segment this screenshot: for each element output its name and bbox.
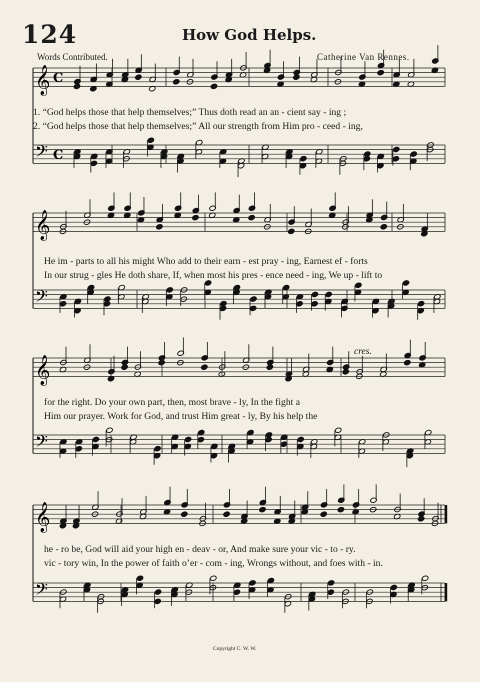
note-head bbox=[296, 301, 303, 307]
note-head bbox=[104, 296, 111, 302]
note-head bbox=[355, 282, 362, 288]
note-head bbox=[147, 137, 154, 143]
note-head bbox=[173, 79, 180, 85]
note-head bbox=[210, 575, 217, 581]
note-head bbox=[201, 364, 208, 370]
note-head bbox=[75, 446, 82, 452]
note-head bbox=[335, 427, 342, 433]
lyric-line: for the right. Do your own part, then, most brave - ly, In the fight a bbox=[44, 397, 300, 408]
note-head bbox=[106, 427, 113, 433]
note-head bbox=[311, 301, 318, 307]
note-head bbox=[364, 151, 371, 157]
note-head bbox=[402, 280, 409, 286]
lyric-line: 1. “God helps those that help themselves;” Thus doth read an an - cient say - ing ; bbox=[33, 107, 347, 118]
treble-clef: 𝄞 bbox=[35, 502, 51, 533]
note-head bbox=[59, 301, 66, 307]
lyric-line: He im - parts to all his might Who add to their earn - est pray - ing, Earnest ef - forts bbox=[44, 256, 368, 267]
treble-clef: 𝄞 bbox=[35, 65, 51, 96]
note-head bbox=[154, 589, 161, 595]
note-head bbox=[154, 598, 161, 604]
note-head bbox=[320, 511, 327, 517]
note-head bbox=[223, 511, 230, 517]
note-head bbox=[404, 359, 411, 365]
note-head bbox=[422, 575, 429, 581]
note-head bbox=[327, 589, 334, 595]
note-head bbox=[166, 287, 173, 293]
note-head bbox=[197, 436, 204, 442]
note-head bbox=[181, 511, 188, 517]
note-head bbox=[325, 291, 332, 297]
bass-clef: 𝄢 bbox=[35, 140, 48, 165]
bass-clef: 𝄢 bbox=[35, 285, 48, 310]
lyric-line: he - ro be, God will aid your high en - deav - or, And make sure your vic - to - ry. bbox=[44, 544, 356, 555]
note-head bbox=[410, 151, 417, 157]
treble-clef: 𝄞 bbox=[35, 210, 51, 241]
note-head bbox=[300, 156, 307, 162]
composer-credit: Catherine Van Rennes. bbox=[317, 52, 410, 62]
crescendo-mark: cres. bbox=[354, 347, 372, 357]
note-head bbox=[249, 305, 256, 311]
bass-clef: 𝄢 bbox=[35, 578, 48, 603]
note-head bbox=[184, 436, 191, 442]
note-head bbox=[136, 575, 143, 581]
note-head bbox=[377, 69, 384, 75]
note-head bbox=[250, 296, 257, 302]
note-head bbox=[280, 441, 287, 447]
note-head bbox=[192, 214, 199, 220]
lyric-line: Him our prayer. Work for God, and trust Him great - ly, By his help the bbox=[44, 411, 318, 422]
treble-clef: 𝄞 bbox=[35, 355, 51, 386]
words-credit: Words Contributed. bbox=[37, 52, 108, 62]
note-head bbox=[380, 224, 387, 230]
note-head bbox=[210, 83, 217, 89]
note-head bbox=[156, 224, 163, 230]
note-head bbox=[417, 301, 424, 307]
bass-clef: 𝄢 bbox=[35, 430, 48, 455]
copyright-notice: Copyright C. W. W. bbox=[213, 646, 257, 652]
note-head bbox=[90, 160, 97, 166]
note-head bbox=[392, 156, 399, 162]
lyric-line: In our strug - gles He doth share, If, when most his pres - ence need - ing, We up - lift to bbox=[44, 270, 383, 281]
note-head bbox=[327, 580, 334, 586]
note-head bbox=[154, 446, 161, 452]
note-head bbox=[135, 74, 142, 80]
note-head bbox=[288, 228, 295, 234]
note-head bbox=[259, 506, 266, 512]
note-head bbox=[248, 214, 255, 220]
hymn-number: 124 bbox=[22, 20, 78, 49]
hymn-title: How God Helps. bbox=[182, 26, 317, 44]
lyric-line: vic - tory win, In the power of faith o’er - com - ing, Wrongs without, and foes with - in. bbox=[44, 558, 383, 569]
note-head bbox=[233, 589, 240, 595]
note-head bbox=[297, 436, 304, 442]
note-head bbox=[220, 301, 227, 307]
note-head bbox=[390, 584, 397, 590]
note-head bbox=[249, 580, 256, 586]
note-head bbox=[337, 506, 344, 512]
common-time-symbol: C bbox=[53, 147, 64, 163]
note-head bbox=[311, 291, 318, 297]
note-head bbox=[393, 146, 400, 152]
lyric-line: 2. “God helps those that help themselves;” All our strength from Him pro - ceed - ing, bbox=[33, 121, 363, 132]
note-head bbox=[92, 436, 99, 442]
note-head bbox=[265, 432, 272, 438]
common-time-symbol: C bbox=[53, 70, 64, 86]
